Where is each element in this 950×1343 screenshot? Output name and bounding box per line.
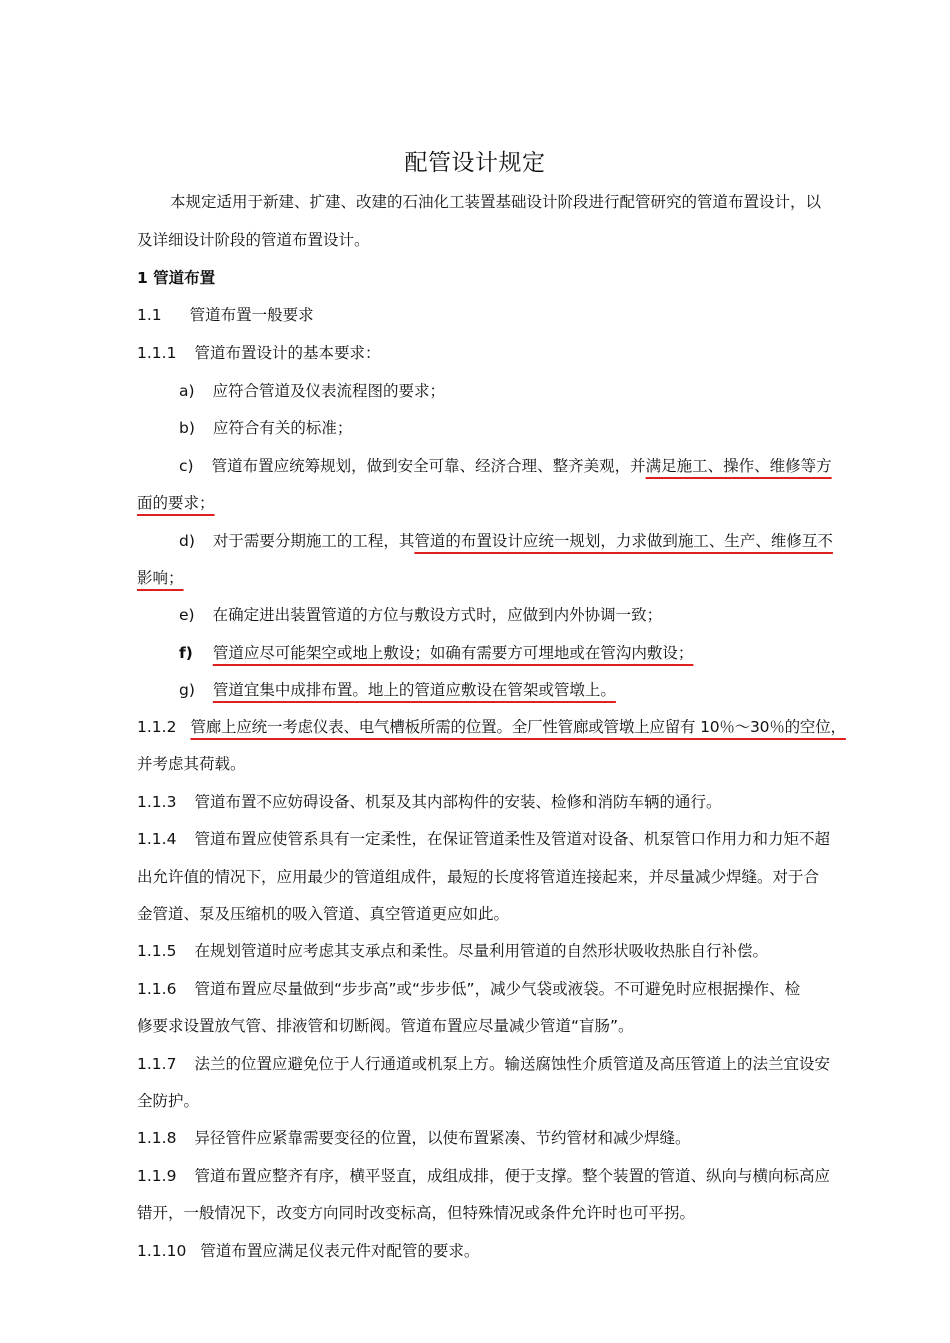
document-title: 配管设计规定 [404, 150, 546, 176]
item-label: a) [179, 382, 195, 400]
list-item-c [179, 455, 881, 477]
item-text: 在确定进出装置管道的方位与敷设方式时，应做到内外协调一致； [212, 606, 663, 624]
section-number: 1.1.7 [137, 1055, 177, 1073]
item-text: 应符合管道及仪表流程图的要求； [212, 382, 446, 400]
section-1-1-2-continued: 并考虑其荷载。 [137, 755, 246, 773]
section-text: 管道布置应尽量做到“步步高”或“步步低”，减少气袋或液袋。不可避免时应根据操作、检 [194, 980, 801, 998]
section-1-1-3 [137, 791, 881, 813]
item-text: 管道布置应统筹规划，做到安全可靠、经济合理、整齐美观，并 [211, 457, 646, 475]
list-item-b [179, 417, 881, 439]
underlined-text: 影响； [137, 569, 184, 587]
item-label: f) [179, 644, 193, 662]
item-label: b) [179, 419, 195, 437]
item-text: 应符合有关的标准； [212, 419, 353, 437]
item-label: g) [179, 681, 195, 699]
section-1-1-4-line-3: 金管道、泵及压缩机的吸入管道、真空管道更应如此。 [137, 905, 510, 923]
section-text: 在规划管道时应考虑其支承点和柔性。尽量利用管道的自然形状吸收热胀自行补偿。 [194, 942, 768, 960]
section-number: 1.1.10 [137, 1242, 187, 1260]
section-1-1-6-line-2: 修要求设置放气管、排液管和切断阀。管道布置应尽量减少管道“盲肠”。 [137, 1017, 634, 1035]
section-1-1 [137, 304, 881, 326]
section-text: 异径管件应紧靠需要变径的位置，以使布置紧凑、节约管材和减少焊缝。 [194, 1129, 691, 1147]
section-heading-1: 1 管道布置 [137, 269, 216, 287]
section-number: 1.1.5 [137, 942, 177, 960]
list-item-d [179, 530, 881, 552]
section-1-1-4 [137, 828, 881, 850]
section-1-1-2 [137, 716, 881, 738]
item-label: e) [179, 606, 195, 624]
section-number: 1.1 [137, 306, 162, 324]
section-1-1-1 [137, 342, 881, 364]
section-1-1-5 [137, 940, 881, 962]
list-item-e [179, 604, 881, 626]
section-number: 1.1.2 [137, 718, 177, 736]
section-number: 1.1.8 [137, 1129, 177, 1147]
list-item-a [179, 380, 881, 402]
underlined-text: 管道宜集中成排布置。地上的管道应敷设在管架或管墩上。 [212, 681, 616, 699]
item-label: c) [179, 457, 194, 475]
section-text: 管道布置应整齐有序，横平竖直，成组成排，便于支撑。整个装置的管道、纵向与横向标高应 [194, 1167, 830, 1185]
section-1-1-10 [137, 1240, 881, 1262]
list-item-c-continued [137, 492, 881, 514]
section-1-1-7-line-2: 全防护。 [137, 1092, 200, 1110]
section-text: 管道布置应使管系具有一定柔性，在保证管道柔性及管道对设备、机泵管口作用力和力矩不超 [194, 830, 830, 848]
underlined-text: 管道的布置设计应统一规划，力求做到施工、生产、维修互不 [414, 532, 833, 550]
list-item-g [179, 679, 881, 701]
section-number: 1.1.6 [137, 980, 177, 998]
underlined-text: 管廊上应统一考虑仪表、电气槽板所需的位置。全厂性管廊或管墩上应留有 10％～30％的空位， [190, 718, 846, 736]
underlined-text: 管道应尽可能架空或地上敷设；如确有需要方可埋地或在管沟内敷设； [212, 644, 694, 662]
intro-line-2: 及详细设计阶段的管道布置设计。 [137, 231, 370, 249]
list-item-f [179, 642, 881, 664]
underlined-text: 满足施工、操作、维修等方 [645, 457, 832, 475]
section-1-1-6 [137, 978, 881, 1000]
section-1-1-9-line-2: 错开，一般情况下，改变方向同时改变标高，但特殊情况或条件允许时也可平拐。 [137, 1204, 696, 1222]
item-text: 对于需要分期施工的工程，其 [212, 532, 415, 550]
section-text: 管道布置不应妨碍设备、机泵及其内部构件的安装、检修和消防车辆的通行。 [194, 793, 722, 811]
intro-line-1: 本规定适用于新建、扩建、改建的石油化工装置基础设计阶段进行配管研究的管道布置设计，以 [170, 193, 822, 211]
section-number: 1.1.3 [137, 793, 177, 811]
list-item-d-continued [137, 567, 881, 589]
section-text: 管道布置一般要求 [189, 306, 314, 324]
section-1-1-4-line-2: 出允许值的情况下，应用最少的管道组成件，最短的长度将管道连接起来，并尽量减少焊缝。对于合 [137, 868, 820, 886]
section-number: 1.1.4 [137, 830, 177, 848]
underlined-text: 面的要求； [137, 494, 215, 512]
section-number: 1.1.9 [137, 1167, 177, 1185]
section-number: 1.1.1 [137, 344, 177, 362]
section-1-1-9 [137, 1165, 881, 1187]
section-text: 管道布置应满足仪表元件对配管的要求。 [200, 1242, 480, 1260]
section-1-1-8 [137, 1127, 881, 1149]
section-text: 管道布置设计的基本要求： [194, 344, 381, 362]
section-text: 法兰的位置应避免位于人行通道或机泵上方。输送腐蚀性介质管道及高压管道上的法兰宜设安 [194, 1055, 830, 1073]
item-label: d) [179, 532, 195, 550]
section-1-1-7 [137, 1053, 881, 1075]
